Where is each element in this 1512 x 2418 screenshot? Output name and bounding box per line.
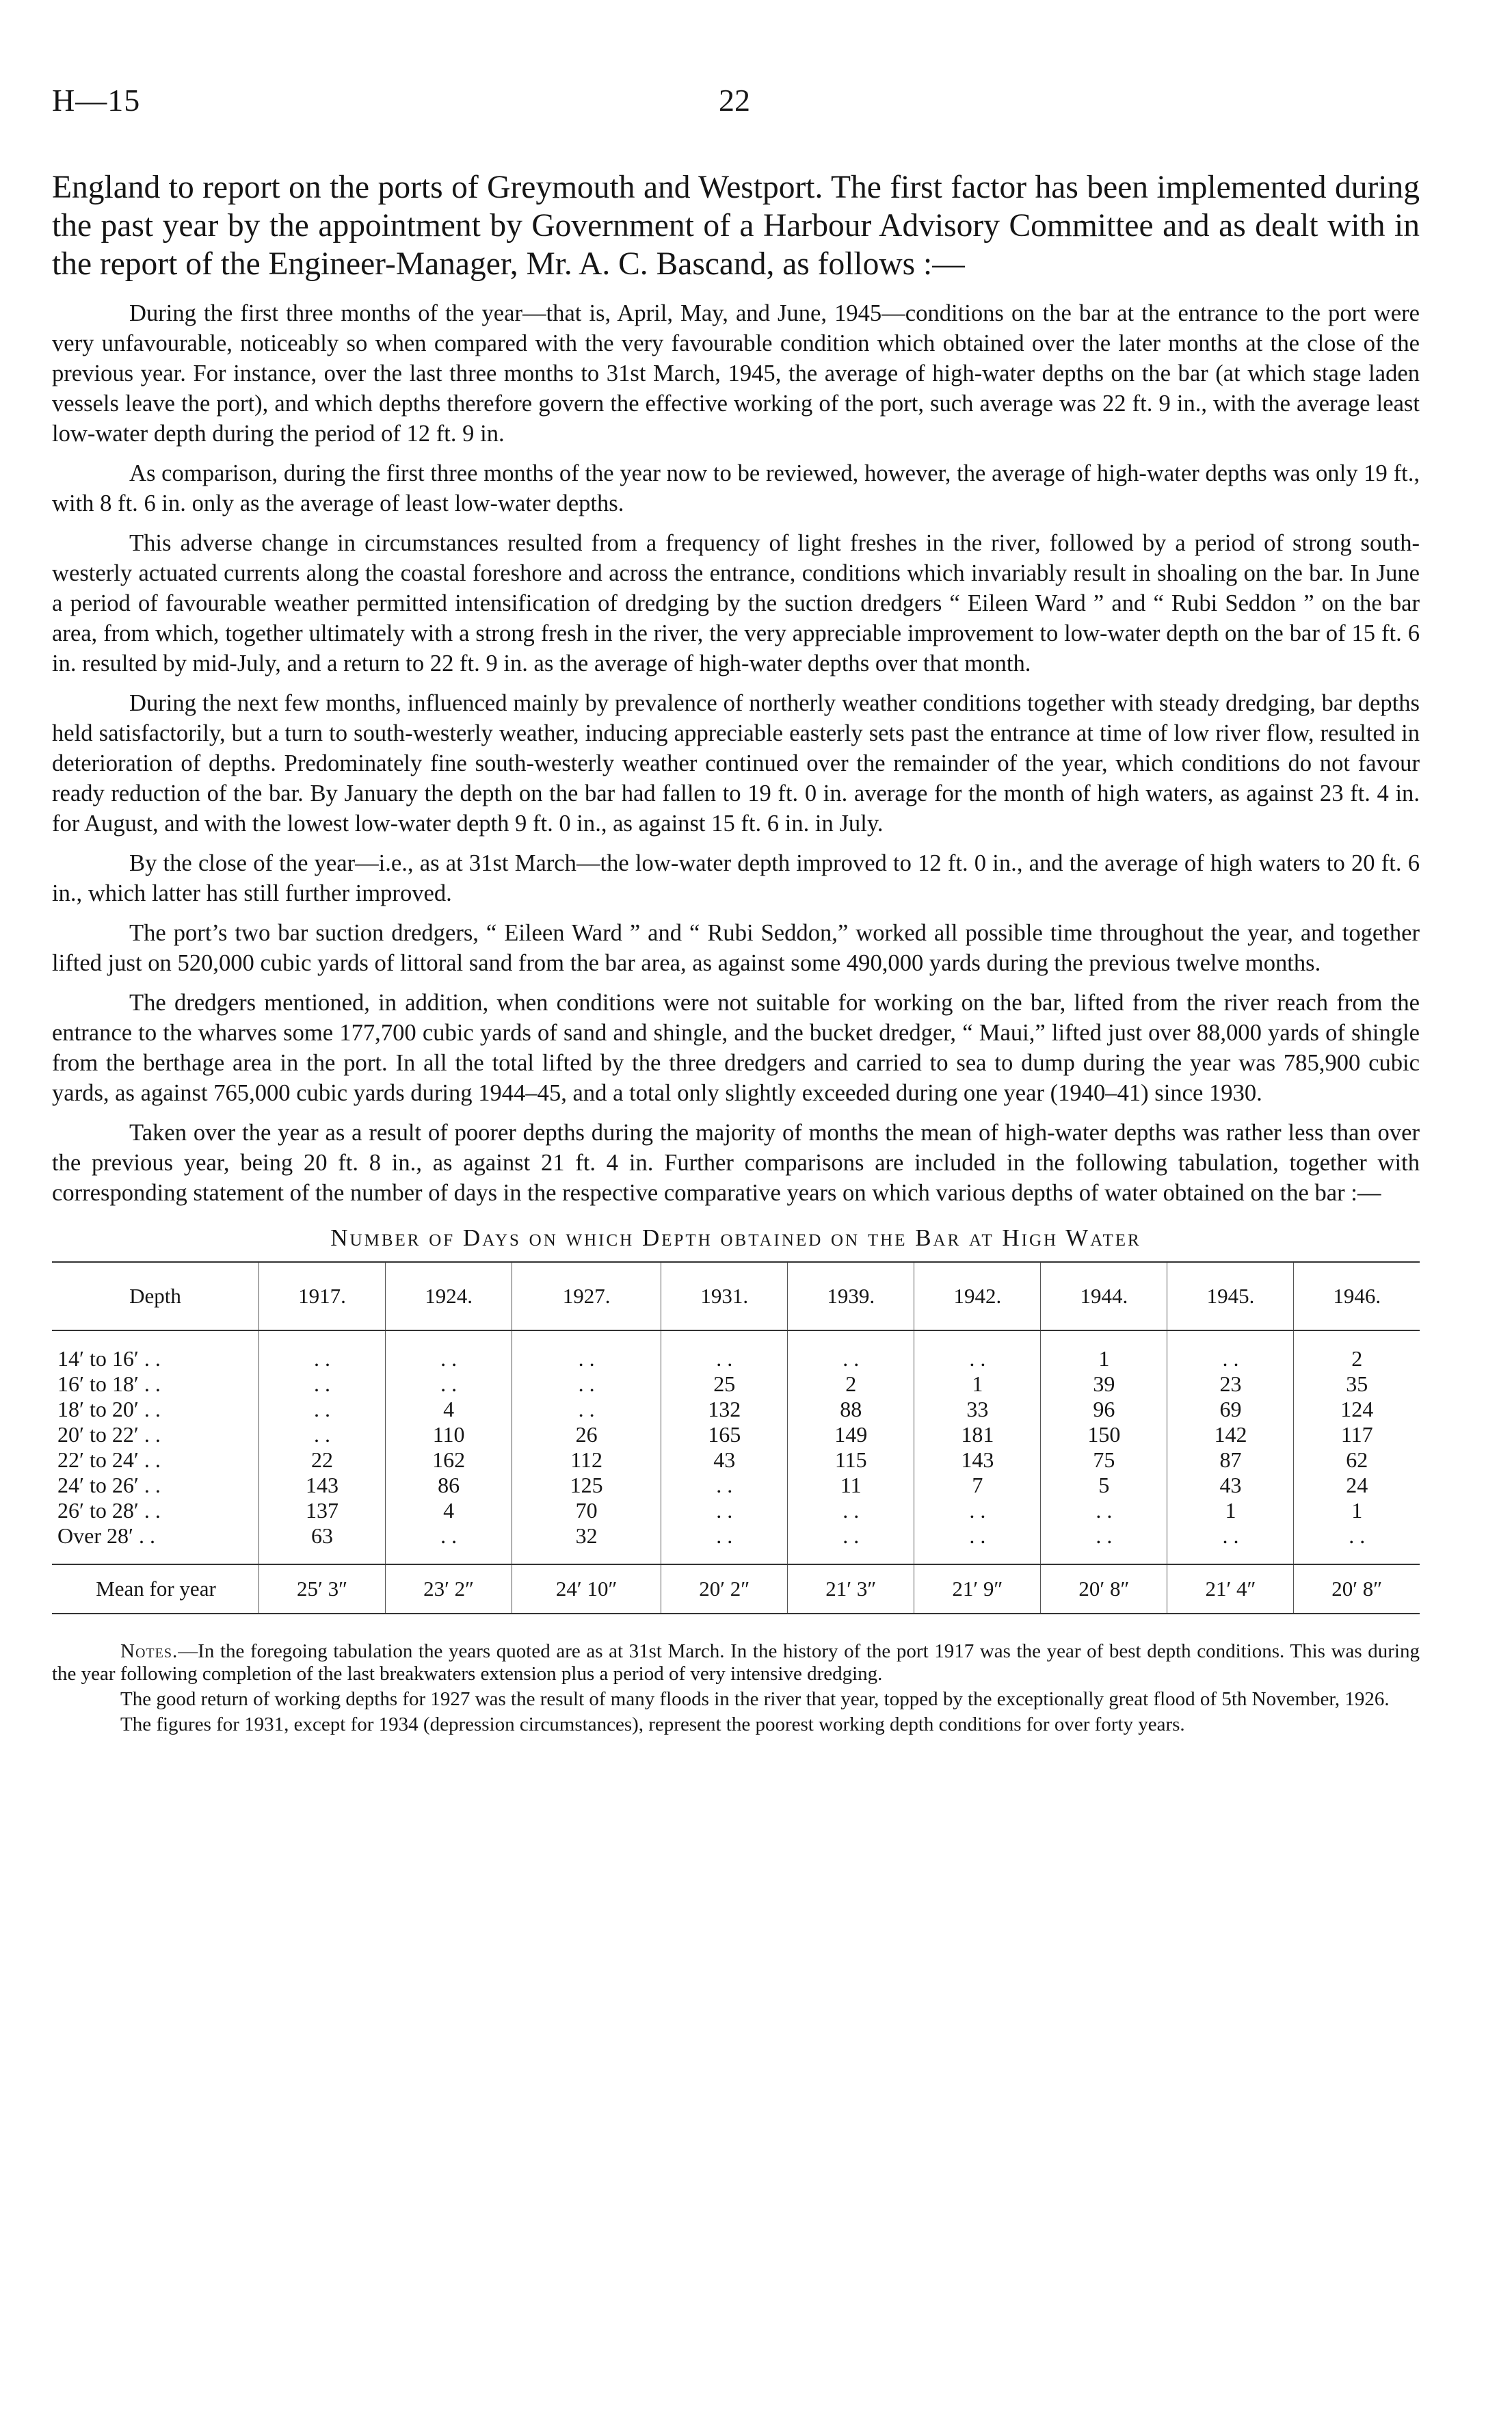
table-row — [52, 1346, 1420, 1371]
cell: . . — [259, 1397, 386, 1422]
cell: . . — [661, 1473, 788, 1498]
cell: 137 — [259, 1498, 386, 1523]
report-paragraph-1: During the first three months of the year—that is, April, May, and June, 1945—conditions on the bar at the entrance to the port were very unfavourable, noticeably so when compared with the very favourable condition which obtained over the later months at the close of the previous year. For instance, over the last three months to 31st March, 1945, the average of high-water depths on the bar (at which stage laden vessels leave the port), and which depths therefore govern the effective working of the port, such average was 22 ft. 9 in., with the average least low-water depth during the period of 12 ft. 9 in. — [52, 300, 1420, 447]
cell: . . — [1167, 1346, 1294, 1371]
cell: . . — [386, 1346, 512, 1371]
cell: . . — [914, 1346, 1041, 1371]
cell: . . — [259, 1371, 386, 1397]
mean-cell: 25′ 3″ — [259, 1564, 386, 1614]
mean-label: Mean for year — [52, 1564, 259, 1614]
report-paragraph-4: During the next few months, influenced mainly by prevalence of northerly weather conditions together with steady dredging, bar depths held satisfactorily, but a turn to south-westerly weather, inducing appreciable easterly sets past the entrance at time of low river flow, resulted in deterioration of depths. Predominately fine south-westerly weather continued over the remainder of the year, which conditions do not favour ready reduction of the bar. By January the depth on the bar had fallen to 19 ft. 0 in. average for the month of high waters, as against 23 ft. 4 in. for August, and with the lowest low-water depth 9 ft. 0 in., as against 15 ft. 6 in. in July. — [52, 690, 1420, 837]
header-1945: 1945. — [1167, 1262, 1294, 1330]
table-row — [52, 1473, 1420, 1498]
table-row — [52, 1523, 1420, 1549]
cell: 2 — [1294, 1346, 1420, 1371]
note-3: The figures for 1931, except for 1934 (depression circumstances), represent the poorest working depth conditions for over forty years. — [120, 1713, 1185, 1735]
header-1927: 1927. — [512, 1262, 661, 1330]
cell: 43 — [1167, 1473, 1294, 1498]
cell: . . — [914, 1523, 1041, 1549]
notes-label: Notes. — [120, 1640, 178, 1662]
mean-cell: 21′ 3″ — [788, 1564, 914, 1614]
report-paragraph-6: The port’s two bar suction dredgers, “ Eileen Ward ” and “ Rubi Seddon,” worked all possible time throughout the year, and together lifted just on 520,000 cubic yards of littoral sand from the bar area, as against some 490,000 yards during the previous twelve months. — [52, 920, 1420, 976]
table-row — [52, 1447, 1420, 1473]
cell: . . — [661, 1498, 788, 1523]
cell: . . — [788, 1346, 914, 1371]
cell: . . — [512, 1346, 661, 1371]
mean-cell: 20′ 2″ — [661, 1564, 788, 1614]
note-2: The good return of working depths for 1927 was the result of many floods in the river that year, topped by the exceptionally great flood of 5th November, 1926. — [120, 1688, 1390, 1710]
cell: 2 — [788, 1371, 914, 1397]
cell: 4 — [386, 1498, 512, 1523]
cell: 69 — [1167, 1397, 1294, 1422]
report-paragraph-5: By the close of the year—i.e., as at 31st March—the low-water depth improved to 12 ft. 0 in., and the average of high waters to 20 ft. 6 in., which latter has still further improved. — [52, 850, 1420, 906]
page-number: 22 — [719, 83, 750, 118]
cell: 43 — [661, 1447, 788, 1473]
row-label: 14′ to 16′ . . — [57, 1346, 161, 1371]
cell: . . — [512, 1371, 661, 1397]
cell: 132 — [661, 1397, 788, 1422]
document-code: H—15 — [52, 83, 141, 118]
header-1939: 1939. — [788, 1262, 914, 1330]
cell: . . — [661, 1346, 788, 1371]
depth-days-table — [52, 1261, 1420, 1614]
cell: 96 — [1041, 1397, 1167, 1422]
notes-section — [52, 1640, 1420, 1736]
cell: 22 — [259, 1447, 386, 1473]
mean-cell: 23′ 2″ — [386, 1564, 512, 1614]
header-1917: 1917. — [259, 1262, 386, 1330]
table-header-row — [52, 1262, 1420, 1330]
header-1946: 1946. — [1294, 1262, 1420, 1330]
cell: 86 — [386, 1473, 512, 1498]
header-1942: 1942. — [914, 1262, 1041, 1330]
report-paragraph-2: As comparison, during the first three months of the year now to be reviewed, however, the average of high-water depths was only 19 ft., with 8 ft. 6 in. only as the average of least low-water depths. — [52, 460, 1420, 516]
mean-cell: 21′ 9″ — [914, 1564, 1041, 1614]
cell: 142 — [1167, 1422, 1294, 1447]
cell: . . — [788, 1523, 914, 1549]
cell: . . — [259, 1422, 386, 1447]
cell: 70 — [512, 1498, 661, 1523]
cell: 110 — [386, 1422, 512, 1447]
cell: 165 — [661, 1422, 788, 1447]
cell: 1 — [914, 1371, 1041, 1397]
cell: 150 — [1041, 1422, 1167, 1447]
cell: 1 — [1294, 1498, 1420, 1523]
cell: 112 — [512, 1447, 661, 1473]
cell: 87 — [1167, 1447, 1294, 1473]
document-page — [52, 82, 1420, 1739]
cell: . . — [512, 1397, 661, 1422]
table-row — [52, 1397, 1420, 1422]
mean-cell: 20′ 8″ — [1294, 1564, 1420, 1614]
row-label: 16′ to 18′ . . — [57, 1371, 161, 1396]
cell: 62 — [1294, 1447, 1420, 1473]
cell: 26 — [512, 1422, 661, 1447]
table-row — [52, 1422, 1420, 1447]
report-paragraph-7: The dredgers mentioned, in addition, when conditions were not suitable for working on the bar, lifted from the river reach from the entrance to the wharves some 177,700 cubic yards of sand and shingle, and the bucket dredger, “ Maui,” lifted just over 88,000 yards of shingle from the berthage area in the port. In all the total lifted by the three dredgers and carried to sea to dump during the year was 785,900 cubic yards, as against 765,000 cubic yards during 1944–45, and a total only slightly exceeded during one year (1940–41) since 1930. — [52, 990, 1420, 1106]
cell: 115 — [788, 1447, 914, 1473]
cell: 125 — [512, 1473, 661, 1498]
note-1 — [52, 1640, 1420, 1685]
header-depth: Depth — [52, 1262, 259, 1330]
cell: 25 — [661, 1371, 788, 1397]
cell: 162 — [386, 1447, 512, 1473]
cell: 143 — [914, 1447, 1041, 1473]
header-1931: 1931. — [661, 1262, 788, 1330]
row-label: 20′ to 22′ . . — [57, 1422, 161, 1447]
row-label: 22′ to 24′ . . — [57, 1447, 161, 1472]
table-spacer — [52, 1330, 1420, 1346]
cell: 4 — [386, 1397, 512, 1422]
cell: . . — [1167, 1523, 1294, 1549]
header-1924: 1924. — [386, 1262, 512, 1330]
row-label: 18′ to 20′ . . — [57, 1397, 161, 1421]
cell: 88 — [788, 1397, 914, 1422]
cell: . . — [386, 1371, 512, 1397]
cell: 5 — [1041, 1473, 1167, 1498]
report-paragraph-8: Taken over the year as a result of poorer depths during the majority of months the mean of high-water depths was rather less than over the previous year, being 20 ft. 8 in., as against 21 ft. 4 in. Further comparisons are included in the following tabulation, together with corresponding statement of the number of days in the respective comparative years on which various depths of water obtained on the bar :— — [52, 1120, 1420, 1206]
cell: 11 — [788, 1473, 914, 1498]
table-title: Number of Days on which Depth obtained on the Bar at High Water — [330, 1224, 1141, 1251]
note-1-text: —In the foregoing tabulation the years quoted are as at 31st March. In the history of the port 1917 was the year of best depth conditions. This was during the year following completion of the last breakwaters extension plus a period of very intensive dredging. — [52, 1640, 1420, 1685]
table-row — [52, 1371, 1420, 1397]
cell: 23 — [1167, 1371, 1294, 1397]
header-1944: 1944. — [1041, 1262, 1167, 1330]
cell: . . — [259, 1346, 386, 1371]
cell: 1 — [1167, 1498, 1294, 1523]
cell: . . — [1041, 1498, 1167, 1523]
row-label: 26′ to 28′ . . — [57, 1498, 161, 1523]
row-label: Over 28′ . . — [57, 1523, 155, 1548]
cell: 181 — [914, 1422, 1041, 1447]
cell: . . — [386, 1523, 512, 1549]
table-spacer — [52, 1549, 1420, 1564]
cell: 75 — [1041, 1447, 1167, 1473]
mean-cell: 20′ 8″ — [1041, 1564, 1167, 1614]
mean-row — [52, 1564, 1420, 1614]
cell: 39 — [1041, 1371, 1167, 1397]
cell: 33 — [914, 1397, 1041, 1422]
row-label: 24′ to 26′ . . — [57, 1473, 161, 1497]
mean-cell: 24′ 10″ — [512, 1564, 661, 1614]
cell: 24 — [1294, 1473, 1420, 1498]
cell: 117 — [1294, 1422, 1420, 1447]
cell: 149 — [788, 1422, 914, 1447]
intro-paragraph: England to report on the ports of Greymouth and Westport. The first factor has been implemented during the past year by the appointment by Government of a Harbour Advisory Committee and as dealt with in the report of the Engineer-Manager, Mr. A. C. Bascand, as follows :— — [52, 170, 1420, 282]
cell: 63 — [259, 1523, 386, 1549]
table-row — [52, 1498, 1420, 1523]
mean-cell: 21′ 4″ — [1167, 1564, 1294, 1614]
cell: . . — [914, 1498, 1041, 1523]
cell: 32 — [512, 1523, 661, 1549]
cell: . . — [1294, 1523, 1420, 1549]
page-header — [52, 82, 1420, 137]
cell: 7 — [914, 1473, 1041, 1498]
cell: 143 — [259, 1473, 386, 1498]
report-paragraph-3: This adverse change in circumstances resulted from a frequency of light freshes in the river, followed by a period of strong south-westerly actuated currents along the coastal foreshore and across the entrance, conditions which invariably result in shoaling on the bar. In June a period of favourable weather permitted intensification of dredging by the suction dredgers “ Eileen Ward ” and “ Rubi Seddon ” on the bar area, from which, together ultimately with a strong fresh in the river, the very appreciable improvement to low-water depth on the bar of 15 ft. 6 in. resulted by mid-July, and a return to 22 ft. 9 in. as the average of high-water depths over that month. — [52, 530, 1420, 676]
cell: 124 — [1294, 1397, 1420, 1422]
cell: . . — [661, 1523, 788, 1549]
cell: 35 — [1294, 1371, 1420, 1397]
cell: . . — [788, 1498, 914, 1523]
cell: 1 — [1041, 1346, 1167, 1371]
cell: . . — [1041, 1523, 1167, 1549]
